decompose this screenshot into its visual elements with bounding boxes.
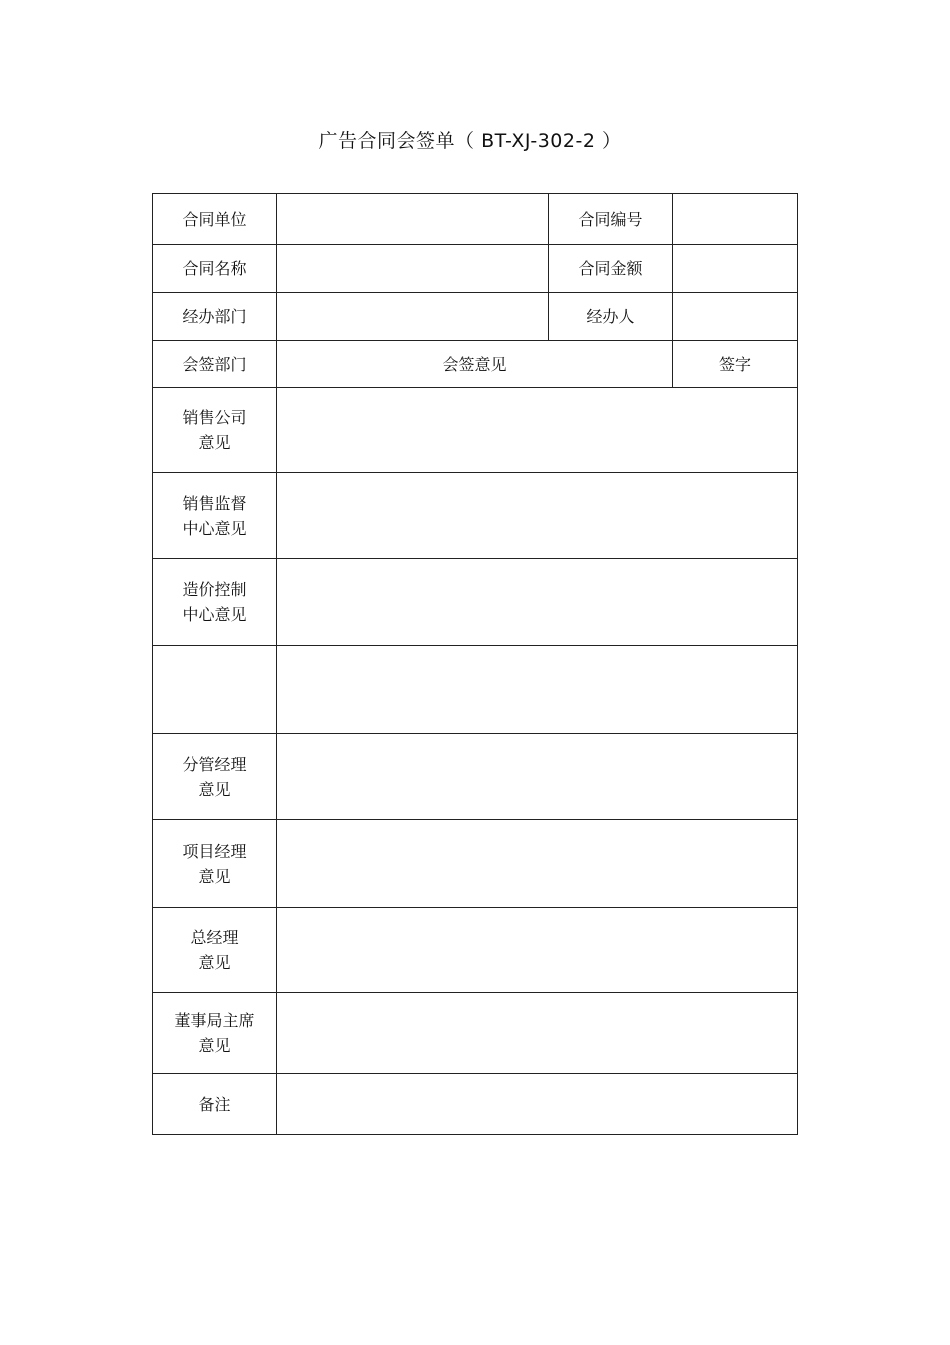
countersign-form-table: [152, 193, 798, 1135]
opinion-field[interactable]: [277, 559, 798, 646]
handling-department-field[interactable]: [277, 293, 549, 341]
contract-number-label: 合同编号: [549, 194, 673, 245]
opinion-field[interactable]: [277, 734, 798, 820]
contract-amount-field[interactable]: [673, 245, 798, 293]
opinion-row-project-manager: [153, 820, 798, 908]
opinion-row-remarks: [153, 1074, 798, 1135]
opinion-row-sales-supervision: [153, 473, 798, 559]
opinion-row-label: 销售公司 意见: [182, 408, 247, 452]
opinion-row-cost-control: [153, 559, 798, 646]
countersign-department-header: 会签部门: [153, 341, 277, 388]
contract-name-label: 合同名称: [153, 245, 277, 293]
opinion-row-general-manager: [153, 908, 798, 993]
opinion-row-label: 总经理 意见: [190, 928, 239, 972]
opinion-row-sales-company: [153, 388, 798, 473]
opinion-row-label: 备注: [198, 1094, 231, 1114]
opinion-row-label: 销售监督 中心意见: [182, 493, 247, 538]
countersign-header-row: [153, 341, 798, 388]
opinion-field[interactable]: [277, 473, 798, 559]
countersign-opinion-header: 会签意见: [277, 341, 673, 388]
contract-unit-field[interactable]: [277, 194, 549, 245]
opinion-row-deputy-manager: [153, 734, 798, 820]
opinion-field[interactable]: [277, 908, 798, 993]
handler-label: 经办人: [549, 293, 673, 341]
opinion-field[interactable]: [277, 820, 798, 908]
signature-header: 签字: [673, 341, 798, 388]
contract-unit-label: 合同单位: [153, 194, 277, 245]
opinion-row-label: 项目经理 意见: [182, 841, 247, 886]
opinion-row-label: 董事局主席 意见: [174, 1011, 255, 1055]
handling-department-label: 经办部门: [153, 293, 277, 341]
opinion-field[interactable]: [277, 646, 798, 734]
opinion-field[interactable]: [277, 388, 798, 473]
opinion-row-label: 分管经理 意见: [182, 754, 247, 799]
opinion-row-board-chairman: [153, 993, 798, 1074]
handling-department-row: [153, 293, 798, 341]
contract-unit-row: [153, 194, 798, 245]
contract-name-field[interactable]: [277, 245, 549, 293]
document-title: 广告合同会签单（ BT-XJ-302-2 ）: [318, 130, 622, 152]
opinion-row-label: 造价控制 中心意见: [182, 580, 247, 624]
contract-name-row: [153, 245, 798, 293]
opinion-row-blank: [153, 646, 798, 734]
handler-field[interactable]: [673, 293, 798, 341]
contract-number-field[interactable]: [673, 194, 798, 245]
opinion-field[interactable]: [277, 993, 798, 1074]
remarks-field[interactable]: [277, 1074, 798, 1135]
contract-amount-label: 合同金额: [549, 245, 673, 293]
